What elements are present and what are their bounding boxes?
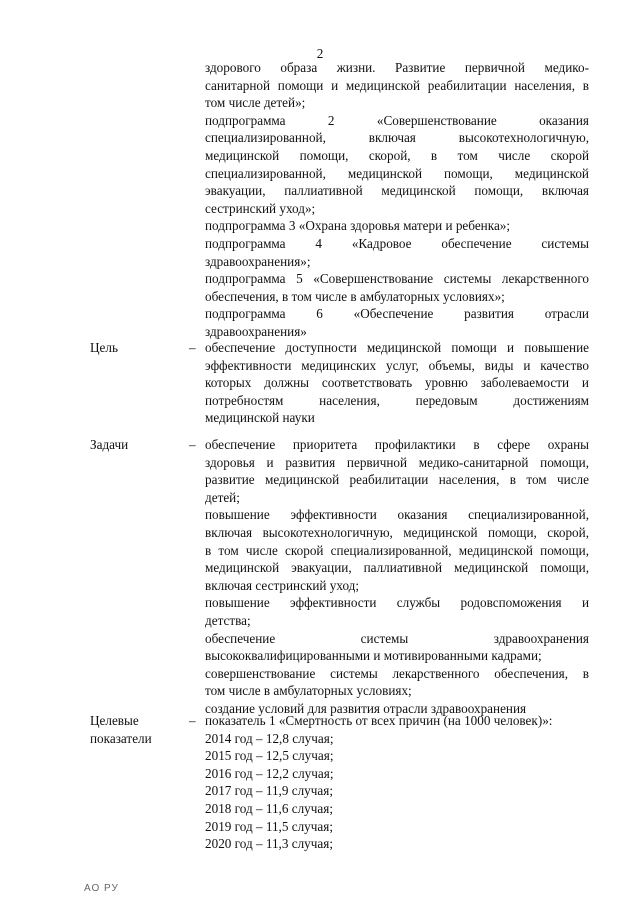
text-line: медицинской помощи, скорой, в том числе скорой	[205, 147, 589, 163]
text-line: здоровья и развития первичной медико-санитарной помощи,	[205, 454, 589, 470]
text-line: том числе детей»;	[205, 95, 306, 111]
intro-subprograms-text	[205, 59, 589, 341]
text-line: детства;	[205, 612, 251, 628]
targets-dash: –	[189, 713, 196, 728]
targets-label-line-2: показатели	[90, 730, 152, 746]
text-line: сестринский уход»;	[205, 200, 316, 216]
text-line: подпрограмма 6 «Обеспечение развития отрасли	[205, 306, 589, 322]
text-line: создание условий для развития отрасли здравоохранения	[205, 700, 527, 716]
text-line: высококвалифицированными и мотивированными кадрами;	[205, 648, 542, 664]
text-line: потребностям населения, передовым достижениям	[205, 392, 589, 408]
tasks-dash: –	[189, 437, 196, 452]
goal-text	[205, 339, 589, 427]
text-line: обеспечение доступности медицинской помощи и повышение	[205, 340, 589, 355]
text-line: совершенствование системы лекарственного обеспечения, в	[205, 665, 589, 681]
text-line: показатель 1 «Смертность от всех причин (на 1000 человек)»:	[205, 713, 553, 728]
text-line: подпрограмма 4 «Кадровое обеспечение системы	[205, 235, 589, 251]
text-line: подпрограмма 3 «Охрана здоровья матери и ребенка»;	[205, 218, 511, 234]
targets-label	[90, 712, 180, 747]
text-line: в том числе скорой специализированной, медицинской помощи,	[205, 542, 589, 558]
text-line: специализированной, медицинской помощи, медицинской	[205, 165, 589, 181]
page-number: 2	[316, 46, 324, 61]
text-line: 2017 год – 11,9 случая;	[205, 783, 333, 799]
text-line: подпрограмма 5 «Совершенствование системы лекарственного	[205, 271, 589, 287]
text-line: обеспечения, в том числе в амбулаторных условиях»;	[205, 288, 505, 304]
text-line: медицинской эвакуации, паллиативной медицинской помощи,	[205, 560, 589, 576]
text-line: медицинской науки	[205, 410, 315, 426]
goal-dash: –	[189, 340, 196, 355]
text-line: специализированной, включая высокотехнологичную,	[205, 130, 589, 146]
targets-text	[205, 712, 589, 853]
text-line: включая высокотехнологичную, медицинской помощи, скорой,	[205, 524, 589, 540]
tasks-text	[205, 436, 589, 718]
text-line: обеспечение приоритета профилактики в сфере охраны	[205, 437, 589, 452]
footer-stamp: АО РУ	[84, 883, 119, 894]
text-line: которых должны соответствовать уровню заболеваемости и	[205, 375, 589, 391]
text-line: здравоохранения»	[205, 323, 307, 339]
text-line: 2015 год – 12,5 случая;	[205, 748, 334, 764]
text-line: 2016 год – 12,2 случая;	[205, 765, 334, 781]
text-line: детей;	[205, 489, 240, 505]
text-line: развитие медицинской реабилитации населения, в том числе	[205, 472, 589, 488]
text-line: повышение эффективности службы родовспоможения и	[205, 595, 589, 611]
text-line: 2019 год – 11,5 случая;	[205, 818, 333, 834]
text-line: эвакуации, паллиативной медицинской помощи, включая	[205, 183, 589, 199]
targets-label-line-1: Целевые	[90, 713, 139, 728]
text-line: подпрограмма 2 «Совершенствование оказания	[205, 112, 589, 128]
text-line: повышение эффективности оказания специализированной,	[205, 507, 589, 523]
tasks-label: Задачи	[90, 437, 129, 452]
text-line: обеспечение системы здравоохранения	[205, 630, 589, 646]
text-line: включая сестринский уход;	[205, 577, 360, 593]
text-line: 2014 год – 12,8 случая;	[205, 730, 334, 746]
text-line: эффективности медицинских услуг, объемы, виды и качество	[205, 357, 589, 373]
text-line: здравоохранения»;	[205, 253, 311, 269]
text-line: здорового образа жизни. Развитие первичной медико-	[205, 60, 589, 75]
text-line: том числе в амбулаторных условиях;	[205, 683, 412, 699]
text-line: 2018 год – 11,6 случая;	[205, 800, 333, 816]
goal-label: Цель	[90, 340, 118, 355]
text-line: санитарной помощи и медицинской реабилитации населения, в	[205, 77, 589, 93]
text-line: 2020 год – 11,3 случая;	[205, 836, 333, 852]
